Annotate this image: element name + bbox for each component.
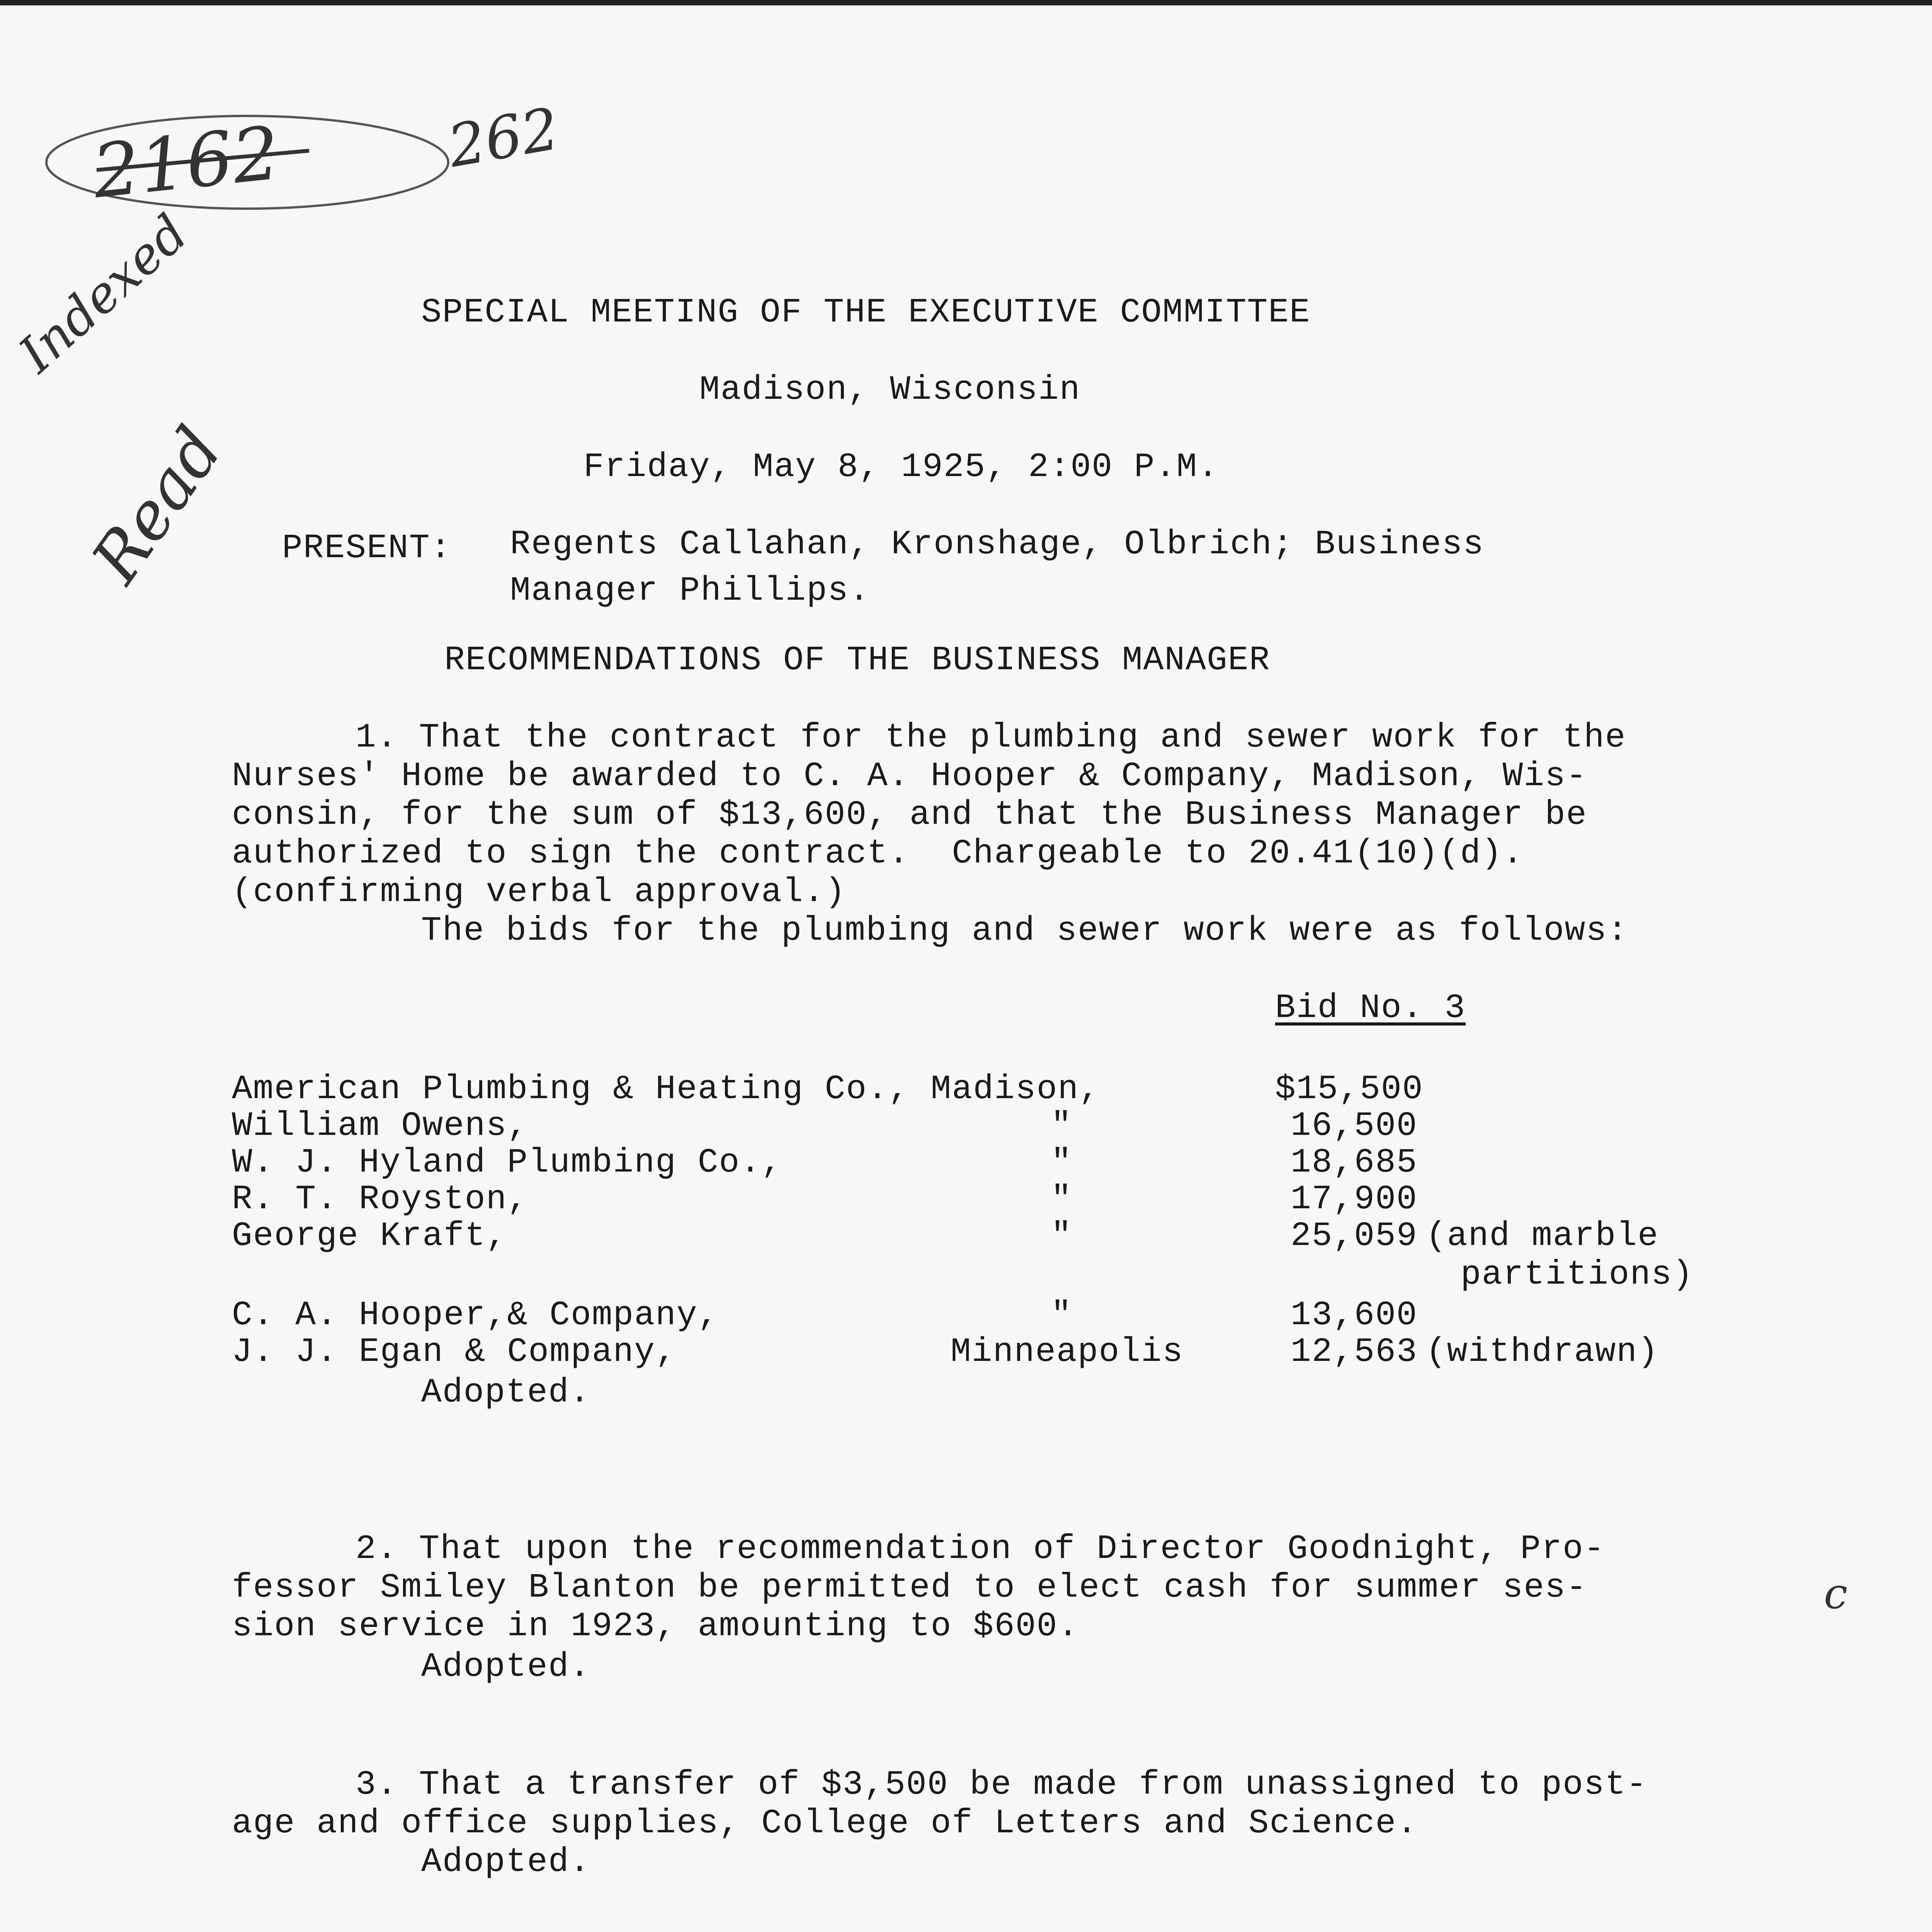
present-line-2: Manager Phillips. xyxy=(510,572,870,610)
bid-note: (withdrawn) xyxy=(1426,1333,1659,1371)
bid-name: William Owens, xyxy=(232,1107,529,1145)
item2-line-1: 2. That upon the recommendation of Director Goodnight, Pro- xyxy=(355,1530,1605,1568)
item1-line-5: (confirming verbal approval.) xyxy=(232,873,846,912)
bid-place: " xyxy=(1051,1180,1072,1219)
bid-place: " xyxy=(1051,1144,1072,1182)
item2-status: Adopted. xyxy=(421,1648,591,1686)
margin-mark: c xyxy=(1824,1569,1848,1618)
bid-name: R. T. Royston, xyxy=(232,1180,529,1219)
item2-line-2: fessor Smiley Blanton be permitted to elect cash for summer ses- xyxy=(232,1569,1587,1607)
bid-name: C. A. Hooper,& Company, xyxy=(232,1296,719,1335)
bid-amount: 25,059 xyxy=(1291,1217,1418,1255)
item1-status: Adopted. xyxy=(421,1374,591,1412)
bid-name: George Kraft, xyxy=(232,1217,507,1255)
bid-column-header: Bid No. 3 xyxy=(1275,989,1466,1027)
section-heading: RECOMMENDATIONS OF THE BUSINESS MANAGER xyxy=(444,641,1270,680)
bid-name: W. J. Hyland Plumbing Co., xyxy=(232,1144,783,1182)
margin-note-indexed: Indexed xyxy=(8,203,199,384)
bid-amount: 16,500 xyxy=(1291,1107,1418,1145)
item1-line-4: authorized to sign the contract. Chargeable to 20.41(10)(d). xyxy=(232,835,1524,873)
bid-place: " xyxy=(1051,1107,1072,1145)
present-label: PRESENT: xyxy=(282,529,452,568)
page-top-edge xyxy=(0,0,1932,5)
bid-amount: 18,685 xyxy=(1291,1144,1418,1182)
document-title: SPECIAL MEETING OF THE EXECUTIVE COMMITTEE xyxy=(421,294,1311,332)
crossed-number: 2162 xyxy=(88,110,284,215)
bid-amount: 13,600 xyxy=(1291,1296,1418,1335)
bid-place: " xyxy=(1051,1217,1072,1255)
item3-line-2: age and office supplies, College of Letters and Science. xyxy=(232,1804,1418,1843)
bid-place: " xyxy=(1051,1296,1072,1335)
bid-note-continued: partitions) xyxy=(1461,1256,1694,1294)
item2-line-3: sion service in 1923, amounting to $600. xyxy=(232,1607,1079,1646)
page-number-annotation: 262 xyxy=(443,95,564,181)
item1-line-1: 1. That the contract for the plumbing and sewer work for the xyxy=(355,719,1626,757)
present-line-1: Regents Callahan, Kronshage, Olbrich; Business xyxy=(510,526,1485,564)
bid-name: J. J. Egan & Company, xyxy=(232,1333,677,1371)
meeting-datetime: Friday, May 8, 1925, 2:00 P.M. xyxy=(583,448,1219,486)
item3-line-1: 3. That a transfer of $3,500 be made from unassigned to post- xyxy=(355,1766,1648,1804)
bids-intro: The bids for the plumbing and sewer work were as follows: xyxy=(421,912,1629,950)
meeting-location: Madison, Wisconsin xyxy=(699,371,1081,409)
bid-amount: 17,900 xyxy=(1291,1180,1418,1219)
bid-place: Minneapolis xyxy=(951,1333,1184,1371)
item3-status: Adopted. xyxy=(421,1843,591,1881)
bid-note: (and marble xyxy=(1426,1217,1659,1255)
item1-line-3: consin, for the sum of $13,600, and that the Business Manager be xyxy=(232,796,1587,834)
bid-amount: $15,500 xyxy=(1275,1070,1423,1109)
bid-amount: 12,563 xyxy=(1291,1333,1418,1371)
margin-note-read: Read xyxy=(77,413,237,597)
item1-line-2: Nurses' Home be awarded to C. A. Hooper & Company, Madison, Wis- xyxy=(232,757,1587,796)
bid-name: American Plumbing & Heating Co., Madison, xyxy=(232,1070,1100,1109)
